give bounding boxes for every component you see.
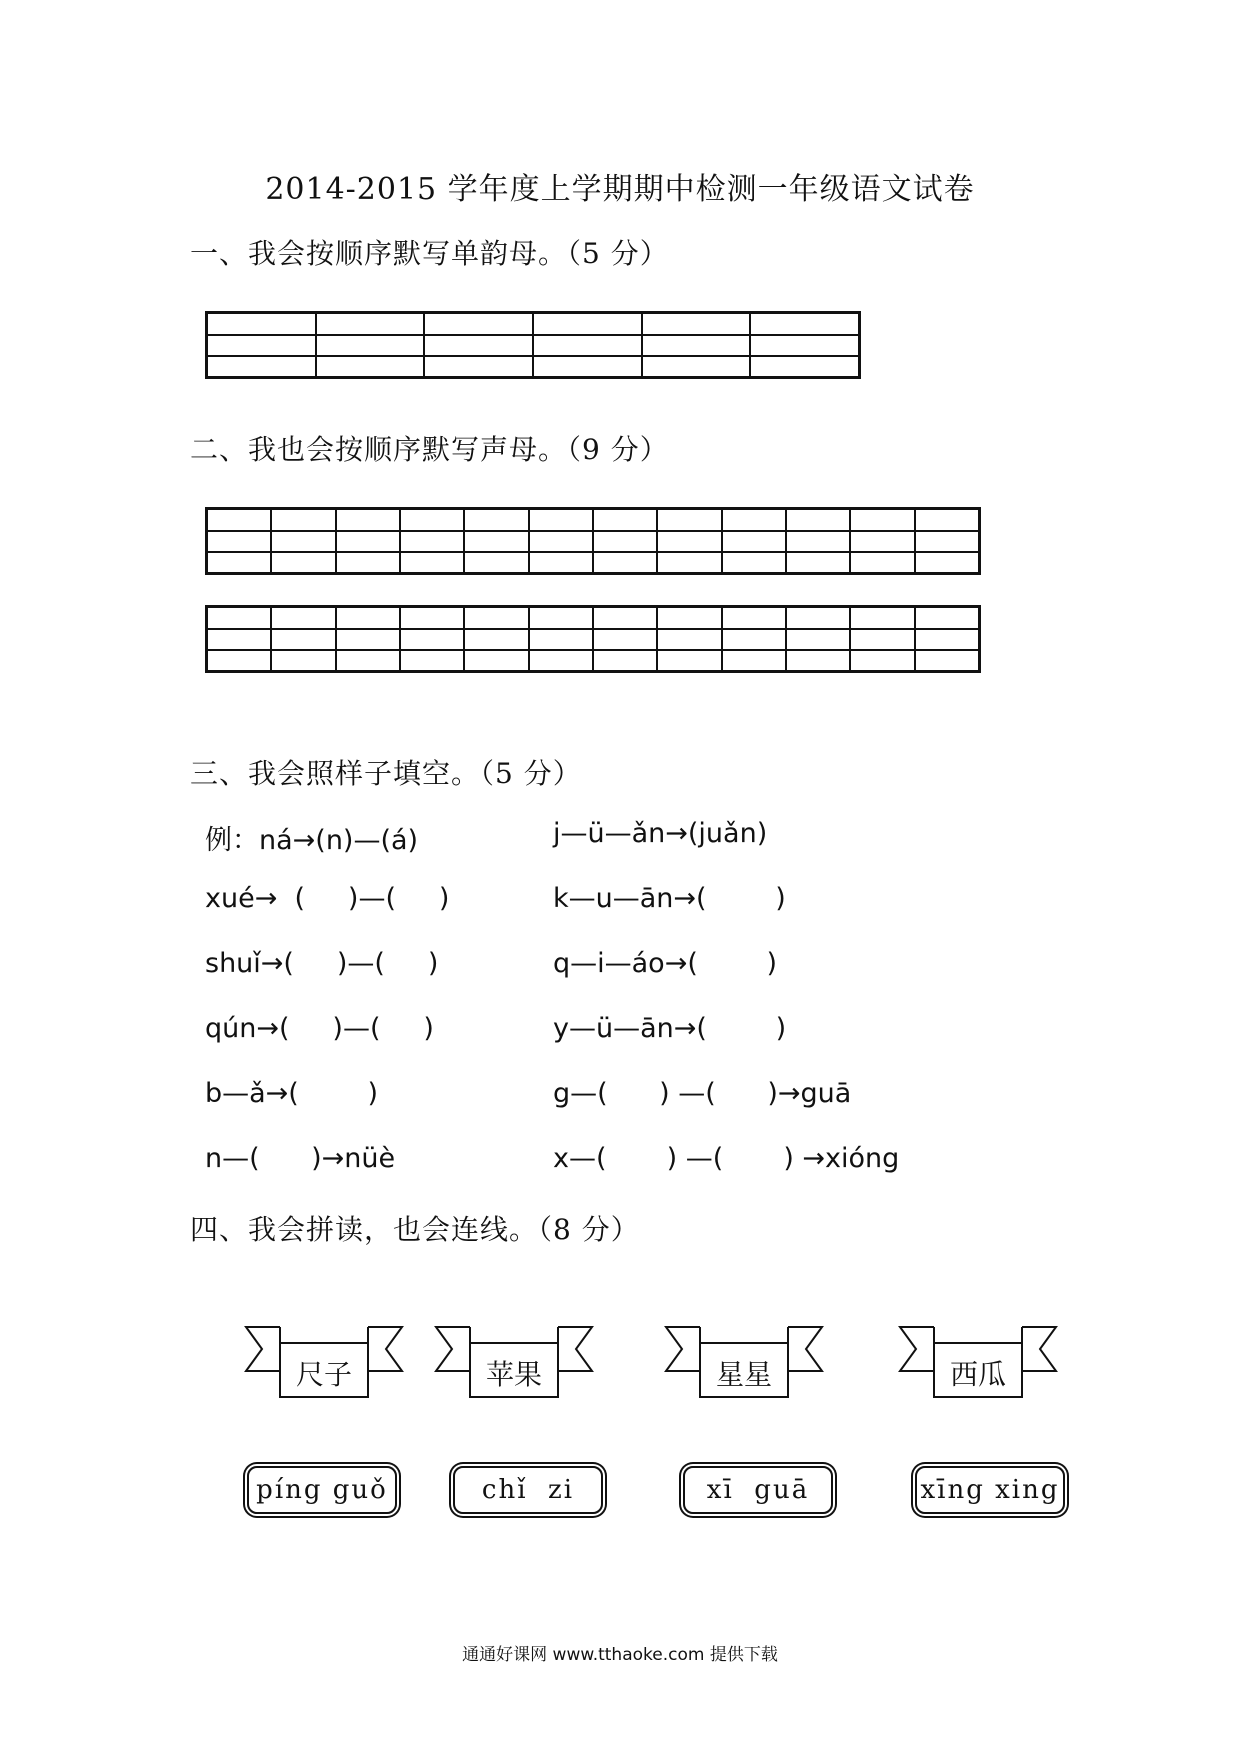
finals-writing-grid[interactable] xyxy=(205,311,861,379)
pinyin-box-2[interactable]: chǐ zi xyxy=(453,1466,603,1514)
writing-cell[interactable] xyxy=(723,510,787,572)
section-3-heading: 三、我会照样子填空。（5 分） xyxy=(190,757,582,790)
section-1-heading: 一、我会按顺序默写单韵母。（5 分） xyxy=(190,237,669,270)
writing-cell[interactable] xyxy=(337,608,401,670)
pinyin-box-4[interactable]: xīng xing xyxy=(915,1466,1065,1514)
writing-cell[interactable] xyxy=(425,314,534,376)
writing-cell[interactable] xyxy=(658,510,722,572)
writing-cell[interactable] xyxy=(317,314,426,376)
writing-cell[interactable] xyxy=(851,608,915,670)
section-4-heading: 四、我会拼读，也会连线。（8 分） xyxy=(190,1213,640,1246)
writing-cell[interactable] xyxy=(208,608,272,670)
word-label: 西瓜 xyxy=(949,1358,1006,1391)
writing-cell[interactable] xyxy=(658,608,722,670)
writing-cell[interactable] xyxy=(272,510,336,572)
writing-cell[interactable] xyxy=(208,314,317,376)
writing-cell[interactable] xyxy=(787,608,851,670)
exercise-right-2[interactable]: k—u—ān→( ) xyxy=(553,883,786,914)
writing-cell[interactable] xyxy=(916,608,978,670)
word-label: 苹果 xyxy=(485,1358,542,1391)
initials-writing-grid-row-1[interactable] xyxy=(205,507,981,575)
writing-cell[interactable] xyxy=(643,314,752,376)
footer-credit: 通通好课网 www.tthaoke.com 提供下载 xyxy=(462,1645,778,1665)
exercise-left-3[interactable]: shuǐ→( )—( ) xyxy=(205,948,439,979)
example-left-1: 例：ná→(n)—(á) xyxy=(205,825,419,856)
pinyin-box-1[interactable]: píng guǒ xyxy=(247,1466,397,1514)
exercise-right-4[interactable]: y—ü—ān→( ) xyxy=(553,1013,787,1044)
writing-cell[interactable] xyxy=(787,510,851,572)
writing-cell[interactable] xyxy=(594,608,658,670)
word-banner-pingguo[interactable] xyxy=(434,1315,594,1405)
exercise-left-6[interactable]: n—( )→nüè xyxy=(205,1143,396,1174)
section-2-heading: 二、我也会按顺序默写声母。（9 分） xyxy=(190,433,669,466)
exercise-left-5[interactable]: b—ǎ→( ) xyxy=(205,1078,379,1109)
writing-cell[interactable] xyxy=(751,314,858,376)
page-title: 2014-2015 学年度上学期期中检测一年级语文试卷 xyxy=(265,172,975,207)
word-banner-xingxing[interactable] xyxy=(664,1315,824,1405)
writing-cell[interactable] xyxy=(530,608,594,670)
word-banner-xigua[interactable] xyxy=(898,1315,1058,1405)
exercise-left-2[interactable]: xué→ ( )—( ) xyxy=(205,883,450,914)
exercise-right-3[interactable]: q—i—áo→( ) xyxy=(553,948,778,979)
writing-cell[interactable] xyxy=(530,510,594,572)
writing-cell[interactable] xyxy=(594,510,658,572)
exercise-right-5[interactable]: g—( ) —( )→guā xyxy=(553,1078,852,1109)
writing-cell[interactable] xyxy=(401,608,465,670)
word-banner-chizi[interactable] xyxy=(244,1315,404,1405)
word-label: 尺子 xyxy=(295,1358,352,1391)
word-label: 星星 xyxy=(715,1358,772,1391)
initials-writing-grid-row-2[interactable] xyxy=(205,605,981,673)
writing-cell[interactable] xyxy=(916,510,978,572)
writing-cell[interactable] xyxy=(851,510,915,572)
writing-cell[interactable] xyxy=(465,608,529,670)
writing-cell[interactable] xyxy=(272,608,336,670)
writing-cell[interactable] xyxy=(723,608,787,670)
writing-cell[interactable] xyxy=(337,510,401,572)
writing-cell[interactable] xyxy=(401,510,465,572)
writing-cell[interactable] xyxy=(534,314,643,376)
example-right-1: j—ü—ǎn→(juǎn) xyxy=(553,818,768,849)
pinyin-box-3[interactable]: xī guā xyxy=(683,1466,833,1514)
exercise-left-4[interactable]: qún→( )—( ) xyxy=(205,1013,434,1044)
writing-cell[interactable] xyxy=(465,510,529,572)
writing-cell[interactable] xyxy=(208,510,272,572)
exercise-right-6[interactable]: x—( ) —( ) →xióng xyxy=(553,1143,900,1174)
